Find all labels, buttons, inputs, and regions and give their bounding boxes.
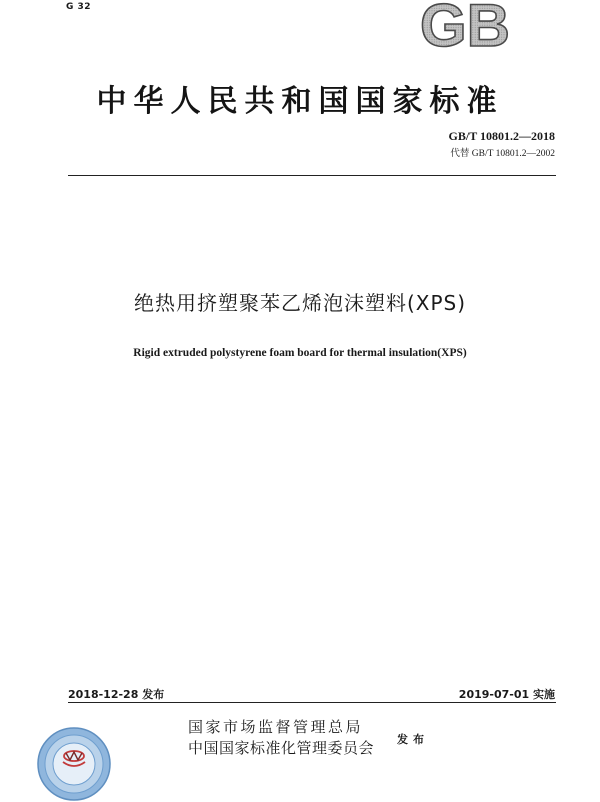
issue-date: 2018-12-28 发布 bbox=[68, 688, 165, 701]
replaced-standard: 代替 GB/T 10801.2—2002 bbox=[450, 149, 555, 159]
gb-logo bbox=[402, 0, 528, 48]
issuer-standardization-committee: 中国国家标准化管理委员会 bbox=[188, 739, 375, 757]
classification-code: G 32 bbox=[66, 2, 92, 12]
footer-divider bbox=[68, 702, 556, 703]
implementation-date: 2019-07-01 实施 bbox=[458, 688, 555, 701]
gb-logo-text: GB bbox=[420, 0, 510, 48]
issuer-market-regulation: 国家市场监督管理总局 bbox=[188, 718, 364, 736]
official-seal-icon bbox=[36, 726, 112, 802]
document-title-english: Rigid extruded polystyrene foam board for thermal insulation(XPS) bbox=[133, 347, 467, 359]
header-divider bbox=[68, 175, 556, 176]
standard-number: GB/T 10801.2—2018 bbox=[448, 129, 555, 143]
publish-label: 发布 bbox=[397, 733, 429, 746]
standard-organization: 中华人民共和国国家标准 bbox=[96, 84, 504, 119]
document-title-chinese: 绝热用挤塑聚苯乙烯泡沫塑料(XPS) bbox=[133, 291, 467, 315]
